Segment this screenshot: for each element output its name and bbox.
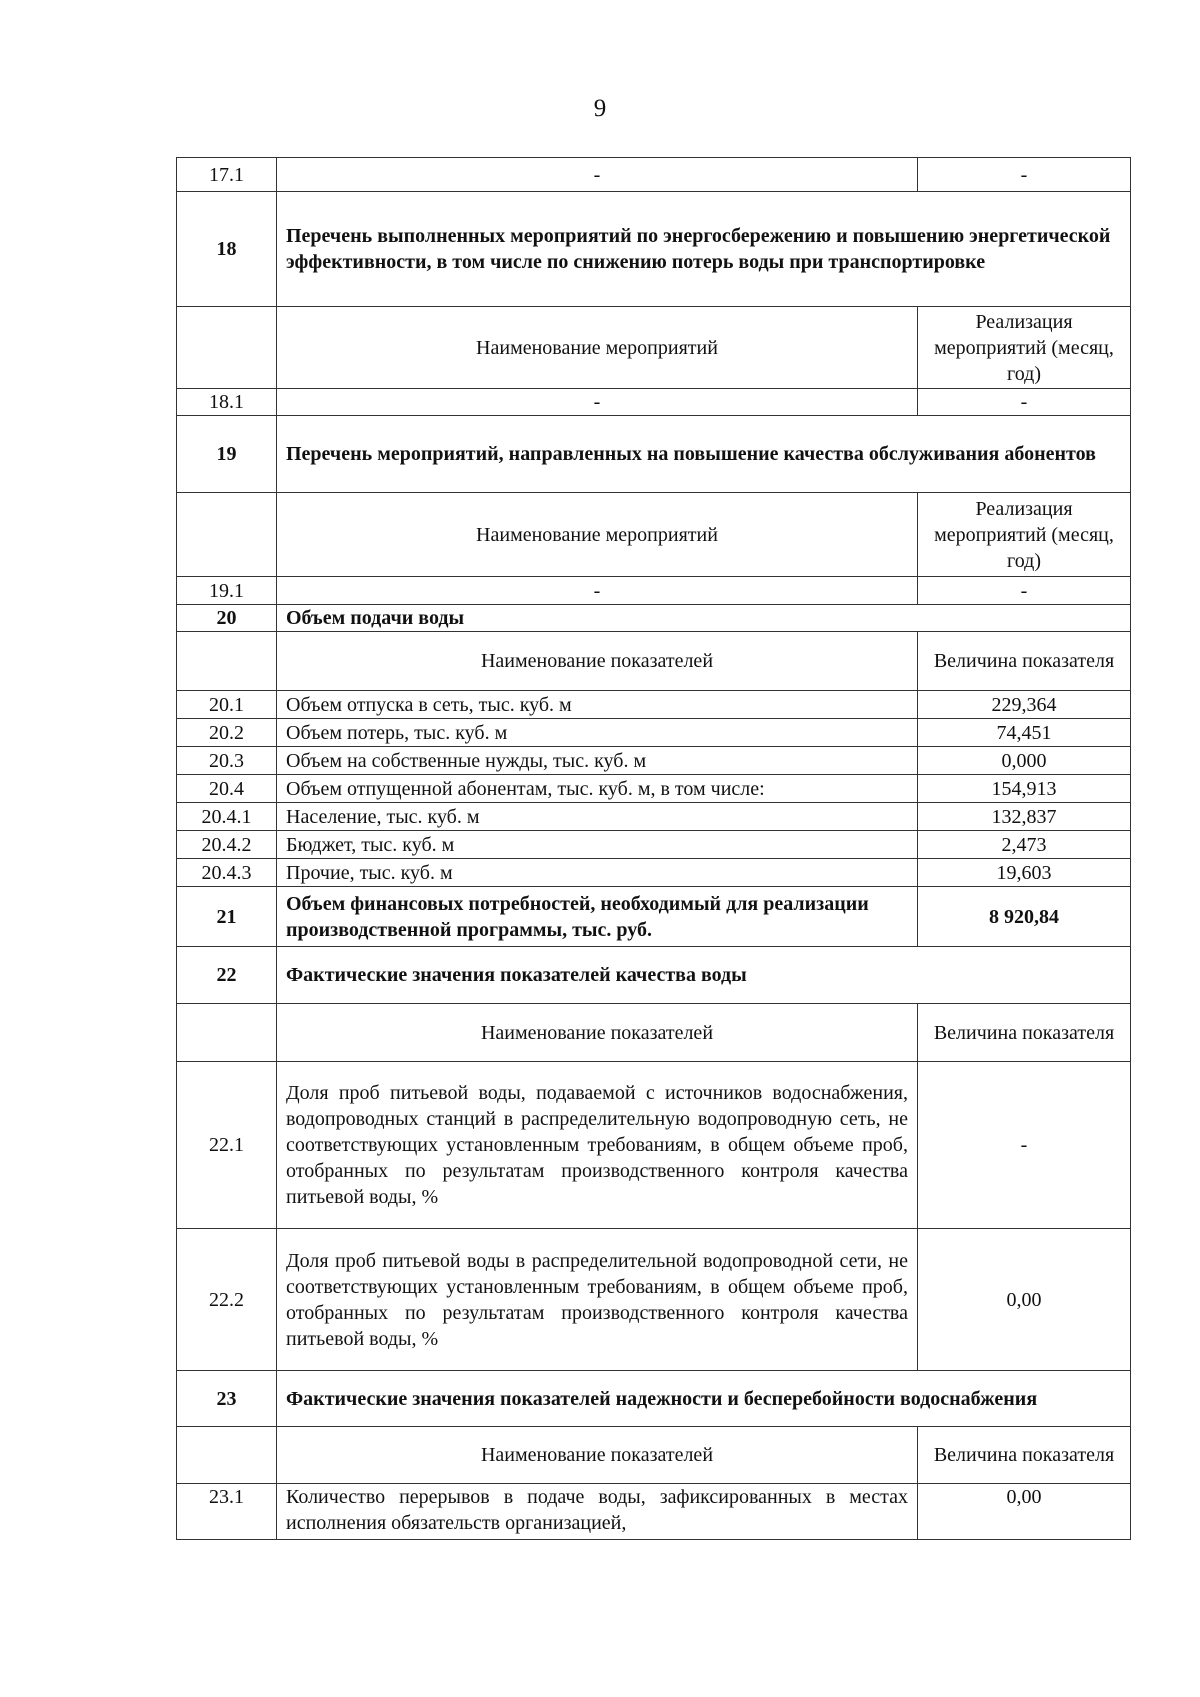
table-row — [177, 1484, 1131, 1540]
table-row — [177, 747, 1131, 775]
cell-value: - — [918, 158, 1131, 192]
row-number: 20.4.2 — [177, 831, 277, 859]
header-value: Величина показателя — [918, 1004, 1131, 1062]
table-row — [177, 831, 1131, 859]
table-row — [177, 859, 1131, 887]
table-row — [177, 1229, 1131, 1371]
section-row — [177, 947, 1131, 1004]
cell-name: Объем отпуска в сеть, тыс. куб. м — [277, 691, 918, 719]
section-title: Объем финансовых потребностей, необходимый для реализации производственной программы, тыс. руб. — [277, 887, 918, 947]
header-name: Наименование мероприятий — [277, 307, 918, 389]
header-value: Реализация мероприятий (месяц, год) — [918, 493, 1131, 577]
row-number: 20.4.3 — [177, 859, 277, 887]
cell-value: 132,837 — [918, 803, 1131, 831]
table-row — [177, 158, 1131, 192]
section-row — [177, 1371, 1131, 1427]
table-row — [177, 691, 1131, 719]
section-title: Перечень выполненных мероприятий по энергосбережению и повышению энергетической эффективности, в том числе по снижению потерь воды при транспортировке — [277, 192, 1131, 307]
program-table — [176, 157, 1131, 1540]
section-row — [177, 887, 1131, 947]
section-value: 8 920,84 — [918, 887, 1131, 947]
cell-value: 0,000 — [918, 747, 1131, 775]
header-row — [177, 493, 1131, 577]
cell-value: 19,603 — [918, 859, 1131, 887]
row-number: 20.4 — [177, 775, 277, 803]
cell-name: Объем потерь, тыс. куб. м — [277, 719, 918, 747]
cell-value: 229,364 — [918, 691, 1131, 719]
cell-value: 74,451 — [918, 719, 1131, 747]
row-number: 17.1 — [177, 158, 277, 192]
section-number: 19 — [177, 416, 277, 493]
cell-name: - — [277, 158, 918, 192]
table-row — [177, 803, 1131, 831]
table-row — [177, 1062, 1131, 1229]
header-row — [177, 1004, 1131, 1062]
cell-name: - — [277, 577, 918, 605]
cell-value: 0,00 — [918, 1484, 1131, 1540]
header-value: Величина показателя — [918, 632, 1131, 691]
cell-value: - — [918, 1062, 1131, 1229]
cell-name: Объем отпущенной абонентам, тыс. куб. м, в том числе: — [277, 775, 918, 803]
section-title: Фактические значения показателей качества воды — [277, 947, 1131, 1004]
section-title: Фактические значения показателей надежности и бесперебойности водоснабжения — [277, 1371, 1131, 1427]
cell-name: Прочие, тыс. куб. м — [277, 859, 918, 887]
cell-name: Доля проб питьевой воды в распределительной водопроводной сети, не соответствующих установленным требованиям, в общем объеме проб, отобранных по результатам производственного контроля качества питьевой воды, % — [277, 1229, 918, 1371]
header-row — [177, 632, 1131, 691]
cell-name: Бюджет, тыс. куб. м — [277, 831, 918, 859]
table-row — [177, 389, 1131, 416]
header-row — [177, 307, 1131, 389]
table-row — [177, 775, 1131, 803]
cell-value: 0,00 — [918, 1229, 1131, 1371]
header-name: Наименование показателей — [277, 632, 918, 691]
section-number: 21 — [177, 887, 277, 947]
section-row — [177, 605, 1131, 632]
header-name: Наименование показателей — [277, 1004, 918, 1062]
cell-value: - — [918, 577, 1131, 605]
page-number: 9 — [593, 95, 607, 122]
cell-name: Население, тыс. куб. м — [277, 803, 918, 831]
row-number: 20.4.1 — [177, 803, 277, 831]
section-number: 22 — [177, 947, 277, 1004]
header-name: Наименование мероприятий — [277, 493, 918, 577]
section-row — [177, 416, 1131, 493]
header-value: Величина показателя — [918, 1427, 1131, 1484]
section-title: Перечень мероприятий, направленных на повышение качества обслуживания абонентов — [277, 416, 1131, 493]
section-number: 20 — [177, 605, 277, 632]
cell-name: - — [277, 389, 918, 416]
row-number: 18.1 — [177, 389, 277, 416]
row-number: 20.1 — [177, 691, 277, 719]
header-row — [177, 1427, 1131, 1484]
row-number: 20.2 — [177, 719, 277, 747]
row-number: 19.1 — [177, 577, 277, 605]
cell-name: Доля проб питьевой воды, подаваемой с источников водоснабжения, водопроводных станций в распределительную водопроводную сеть, не соответствующих установленным требованиям, в общем объеме проб, отобранных по результатам производственного контроля качества питьевой воды, % — [277, 1062, 918, 1229]
row-number: 23.1 — [177, 1484, 277, 1540]
section-row — [177, 192, 1131, 307]
cell-value: - — [918, 389, 1131, 416]
cell-name: Количество перерывов в подаче воды, зафиксированных в местах исполнения обязательств организацией, — [277, 1484, 918, 1540]
header-value: Реализация мероприятий (месяц, год) — [918, 307, 1131, 389]
section-number: 18 — [177, 192, 277, 307]
cell-value: 2,473 — [918, 831, 1131, 859]
section-title: Объем подачи воды — [277, 605, 1131, 632]
header-name: Наименование показателей — [277, 1427, 918, 1484]
cell-name: Объем на собственные нужды, тыс. куб. м — [277, 747, 918, 775]
row-number: 22.1 — [177, 1062, 277, 1229]
section-number: 23 — [177, 1371, 277, 1427]
cell-value: 154,913 — [918, 775, 1131, 803]
table-row — [177, 577, 1131, 605]
row-number: 20.3 — [177, 747, 277, 775]
row-number: 22.2 — [177, 1229, 277, 1371]
table-row — [177, 719, 1131, 747]
